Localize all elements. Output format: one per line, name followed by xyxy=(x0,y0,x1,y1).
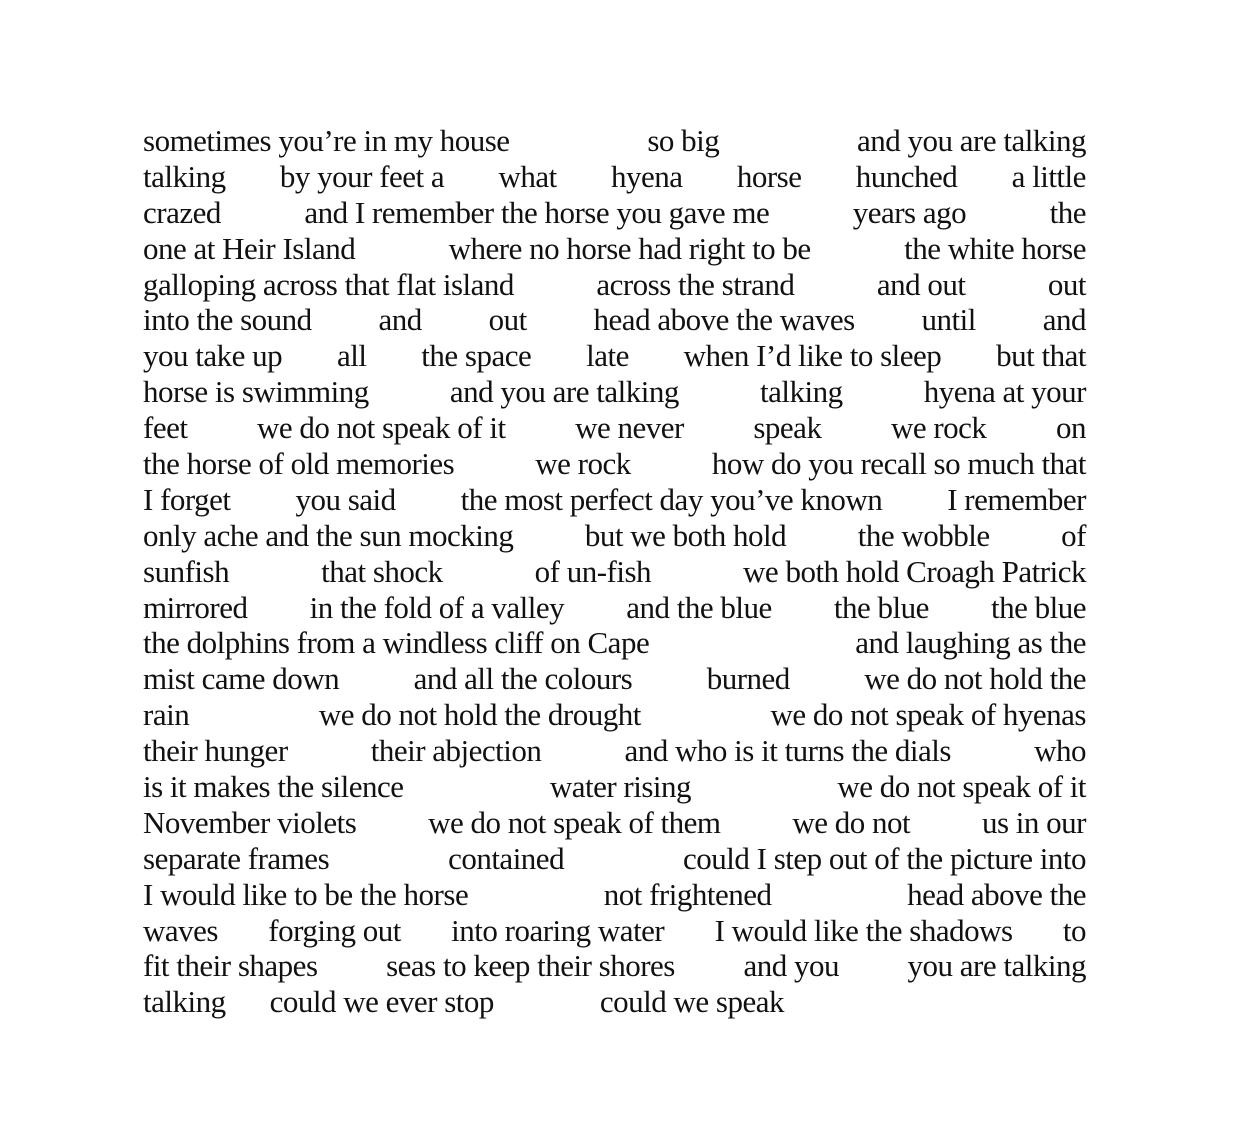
poem-line-6 xyxy=(143,302,1086,338)
poem-phrase: into roaring water xyxy=(451,912,665,948)
poem-phrase: horse is swimming xyxy=(143,374,369,410)
poem-line-13 xyxy=(143,554,1086,590)
poem-phrase: speak xyxy=(753,410,822,446)
poem-phrase: we both hold Croagh Patrick xyxy=(743,553,1086,589)
poem-line-14 xyxy=(143,590,1086,626)
poem-phrase: head above the xyxy=(907,876,1086,912)
poem-line-18 xyxy=(143,733,1086,769)
poem-phrase: out xyxy=(488,302,527,338)
poem-line-19 xyxy=(143,769,1086,805)
poem-phrase: we never xyxy=(575,410,684,446)
poem-phrase: and out xyxy=(876,266,966,302)
poem-phrase: so big xyxy=(647,123,720,158)
poem-phrase: the blue xyxy=(833,589,929,625)
poem-phrase: fit their shapes xyxy=(143,948,318,984)
poem-phrase: the white horse xyxy=(904,230,1086,266)
poem-phrase: we do not hold the xyxy=(864,661,1086,697)
poem-line-4 xyxy=(143,231,1086,267)
poem-phrase: us in our xyxy=(981,804,1086,840)
poem-phrase: talking xyxy=(143,158,226,194)
poem-phrase: sunfish xyxy=(143,553,230,589)
poem-phrase: could we speak xyxy=(599,984,785,1020)
poem-line-11 xyxy=(143,482,1086,518)
poem-phrase: the space xyxy=(421,338,532,374)
poem-phrase: where no horse had right to be xyxy=(448,230,811,266)
poem-phrase: hyena at your xyxy=(923,374,1086,410)
poem-phrase: talking xyxy=(760,374,843,410)
poem-line-9 xyxy=(143,410,1086,446)
poem-phrase: and the blue xyxy=(626,589,772,625)
poem-phrase: until xyxy=(921,302,976,338)
poem-line-1 xyxy=(143,123,1086,159)
poem-phrase: mirrored xyxy=(143,589,248,625)
poem-phrase: head above the waves xyxy=(593,302,855,338)
poem-phrase: you take up xyxy=(143,338,283,374)
poem-phrase: I forget xyxy=(143,481,231,517)
poem-line-7 xyxy=(143,338,1086,374)
poem-phrase: in the fold of a valley xyxy=(309,589,565,625)
poem-phrase: sometimes you’re in my house xyxy=(143,123,510,158)
poem-phrase: by your feet a xyxy=(279,158,445,194)
poem-line-24 xyxy=(143,948,1086,984)
poem-phrase: could we ever stop xyxy=(269,984,494,1020)
poem-line-16 xyxy=(143,661,1086,697)
poem-phrase: we rock xyxy=(890,410,987,446)
poem-phrase: hunched xyxy=(855,158,958,194)
poem-phrase: we do not speak of them xyxy=(428,804,721,840)
poem-phrase: galloping across that flat island xyxy=(143,266,514,302)
poem-phrase: one at Heir Island xyxy=(143,230,356,266)
poem-phrase: I would like to be the horse xyxy=(143,876,469,912)
poem-phrase: horse xyxy=(736,158,802,194)
poem-phrase: the dolphins from a windless cliff on Cape xyxy=(143,625,650,661)
poem-phrase: and laughing as the xyxy=(855,625,1086,661)
poem-phrase: who xyxy=(1034,733,1086,769)
poem-phrase: we do not xyxy=(792,804,911,840)
poem-phrase: on xyxy=(1055,410,1086,446)
poem-phrase: rain xyxy=(143,697,190,733)
poem-phrase: and you xyxy=(743,948,839,984)
poem-block xyxy=(143,123,1086,1020)
poem-phrase: I would like the shadows xyxy=(714,912,1013,948)
poem-phrase: to xyxy=(1062,912,1086,948)
poem-phrase: the wobble xyxy=(857,517,990,553)
poem-phrase: of un-fish xyxy=(534,553,652,589)
poem-phrase: and who is it turns the dials xyxy=(624,733,951,769)
poem-phrase: November violets xyxy=(143,804,357,840)
poem-phrase: the most perfect day you’ve known xyxy=(460,481,883,517)
poem-line-2 xyxy=(143,159,1086,195)
poem-phrase: and you are talking xyxy=(449,374,679,410)
poem-phrase: their abjection xyxy=(370,733,542,769)
poem-line-8 xyxy=(143,374,1086,410)
poem-phrase: that shock xyxy=(321,553,443,589)
poem-phrase: separate frames xyxy=(143,840,330,876)
poem-phrase: we do not speak of hyenas xyxy=(770,697,1086,733)
poem-line-3 xyxy=(143,195,1086,231)
poem-phrase: the horse of old memories xyxy=(143,446,455,482)
poem-phrase: could I step out of the picture into xyxy=(683,840,1086,876)
poem-phrase: we rock xyxy=(535,446,631,482)
poem-phrase: their hunger xyxy=(143,733,288,769)
poem-phrase: into the sound xyxy=(143,302,312,338)
poem-phrase: we do not speak of it xyxy=(256,410,506,446)
poem-line-20 xyxy=(143,805,1086,841)
poem-phrase: but that xyxy=(996,338,1086,374)
poem-phrase: not frightened xyxy=(603,876,772,912)
poem-line-12 xyxy=(143,518,1086,554)
poem-phrase: seas to keep their shores xyxy=(386,948,675,984)
poem-phrase: only ache and the sun mocking xyxy=(143,517,514,553)
poem-phrase: you said xyxy=(295,481,396,517)
poem-phrase: contained xyxy=(448,840,565,876)
poem-phrase: the blue xyxy=(990,589,1086,625)
poem-phrase: what xyxy=(498,158,557,194)
poem-phrase: out xyxy=(1047,266,1086,302)
poem-phrase: we do not speak of it xyxy=(837,769,1086,805)
poem-line-5 xyxy=(143,267,1086,303)
poem-phrase: water rising xyxy=(549,769,692,805)
poem-phrase: forging out xyxy=(268,912,401,948)
poem-line-15 xyxy=(143,625,1086,661)
poem-phrase: the xyxy=(1049,194,1086,230)
poem-line-10 xyxy=(143,446,1086,482)
poem-phrase: I remember xyxy=(947,481,1086,517)
poem-phrase: waves xyxy=(143,912,218,948)
poem-line-23 xyxy=(143,913,1086,949)
poem-phrase: and you are talking xyxy=(857,123,1086,158)
poem-line-22 xyxy=(143,877,1086,913)
poem-phrase: we do not hold the drought xyxy=(318,697,641,733)
poem-line-21 xyxy=(143,841,1086,877)
poem-phrase: is it makes the silence xyxy=(143,769,404,805)
poem-phrase: and I remember the horse you gave me xyxy=(304,194,770,230)
poem-line-25 xyxy=(143,984,1086,1020)
poem-phrase: crazed xyxy=(143,194,221,230)
poem-phrase: feet xyxy=(143,410,188,446)
poem-phrase: of xyxy=(1061,517,1086,553)
poem-phrase: how do you recall so much that xyxy=(711,446,1086,482)
poem-phrase: across the strand xyxy=(596,266,795,302)
poem-phrase: years ago xyxy=(852,194,967,230)
poem-phrase: but we both hold xyxy=(584,517,787,553)
poem-phrase: when I’d like to sleep xyxy=(683,338,942,374)
poem-phrase: and all the colours xyxy=(413,661,633,697)
poem-phrase: mist came down xyxy=(143,661,340,697)
poem-phrase: talking xyxy=(143,984,226,1020)
poem-phrase: a little xyxy=(1011,158,1086,194)
poem-phrase: all xyxy=(336,338,367,374)
poem-phrase: you are talking xyxy=(907,948,1086,984)
poem-phrase: burned xyxy=(706,661,790,697)
poem-phrase: late xyxy=(586,338,629,374)
poem-line-17 xyxy=(143,697,1086,733)
poem-phrase: and xyxy=(1042,302,1086,338)
poem-phrase: hyena xyxy=(611,158,683,194)
poem-phrase: and xyxy=(378,302,422,338)
